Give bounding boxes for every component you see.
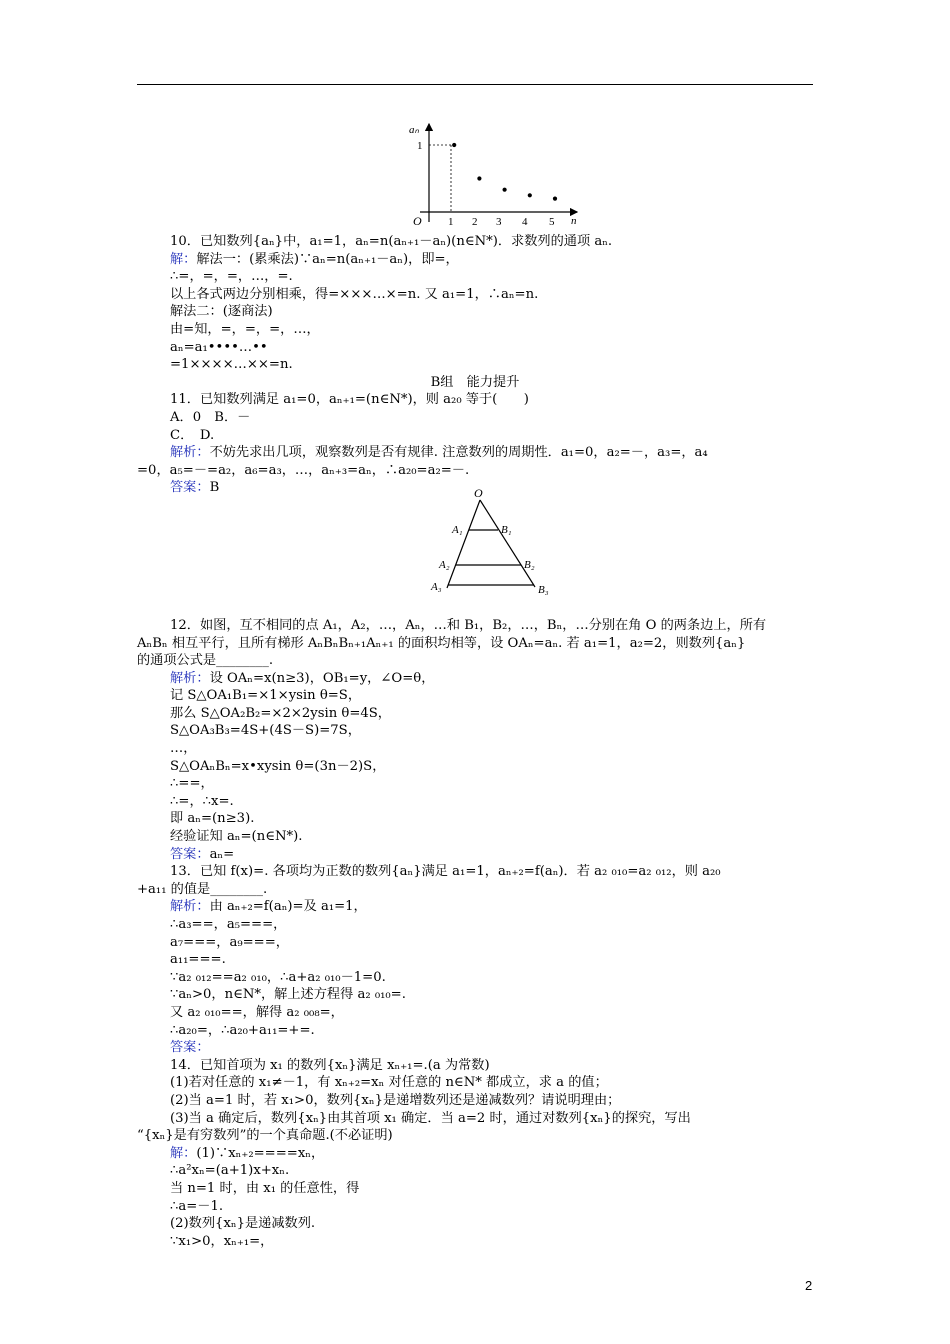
point-label: A₂ [439, 559, 450, 571]
line-text: aₙ=a₁••••…•• [170, 339, 268, 355]
text-line [137, 479, 813, 497]
question-14 [137, 1057, 813, 1251]
line-text: ∵x₁>0，xₙ₊₁=， [170, 1233, 274, 1249]
text-line [137, 687, 813, 705]
text-line [137, 1039, 813, 1057]
line-text: ∵a₂ ₀₁₂==a₂ ₀₁₀，∴a+a₂ ₀₁₀－1=0. [170, 969, 386, 985]
group-b-title: B组 能力提升 [430, 374, 520, 390]
text-line [137, 793, 813, 811]
line-text: 由=知，=，=，=，…， [170, 321, 320, 337]
line-text: “{xₙ}是有穷数列”的一个真命题.(不必证明) [137, 1128, 393, 1144]
line-text: 的通项公式是________. [137, 653, 274, 669]
x-tick-label: 3 [496, 216, 502, 228]
text-line [137, 705, 813, 723]
text-line [137, 810, 813, 828]
answer-label: 解析： [170, 670, 210, 686]
text-line [137, 1004, 813, 1022]
line-text: (2)当 a=1 时，若 x₁>0，数列{xₙ}是递增数列还是递减数列？请说明理由； [170, 1092, 621, 1108]
line-text: ∴==， [170, 776, 214, 792]
text-line [137, 356, 813, 374]
answer-label: 解： [170, 1145, 197, 1161]
line-text: ∴a²xₙ=(a+1)x+xₙ. [170, 1163, 290, 1179]
page-number: 2 [805, 1278, 813, 1293]
answer-label: 解析： [170, 445, 210, 461]
line-text: 经验证知 aₙ=(n∈N*). [170, 829, 303, 845]
point-label: B₃ [538, 584, 549, 596]
text-line [137, 233, 813, 251]
data-point [528, 193, 532, 197]
line-text: A．0 B．－ [170, 409, 251, 425]
y-tick-label: 1 [417, 140, 423, 152]
line-text: ∴=，∴x=. [170, 793, 234, 809]
line-text: +a₁₁ 的值是________. [137, 881, 268, 897]
origin-label: O [413, 214, 422, 228]
line-text: ∴a₂₀=，∴a₂₀+a₁₁=+=. [170, 1022, 315, 1038]
scatter-points [452, 143, 557, 201]
text-line [137, 863, 813, 881]
line-text: (1)∵xₙ₊₂====xₙ， [196, 1145, 325, 1161]
line-text: 12．如图，互不相同的点 A₁，A₂，…，Aₙ，…和 B₁，B₂，…，Bₙ，…分别在角 O 的两条边上，所有 [170, 617, 767, 633]
text-line [137, 1110, 813, 1128]
line-text: …， [170, 741, 197, 757]
text-line [137, 1162, 813, 1180]
text-line [137, 1022, 813, 1040]
answer-label: 解： [170, 251, 197, 267]
text-line [137, 740, 813, 758]
text-line [137, 303, 813, 321]
text-line [137, 321, 813, 339]
text-line [137, 934, 813, 952]
x-tick-label: 4 [522, 216, 528, 228]
line-text: 11．已知数列满足 a₁=0，aₙ₊₁=(n∈N*)，则 a₂₀ 等于( ) [170, 392, 529, 408]
question-13 [137, 863, 813, 1057]
line-text: C． D. [170, 427, 215, 443]
text-line [137, 617, 813, 635]
answer-label: 答案： [170, 846, 210, 862]
text-line [137, 1074, 813, 1092]
sequence-scatter-figure [405, 120, 585, 230]
point-label: A₁ [452, 524, 463, 536]
line-text: 解法一：(累乘法)∵aₙ=n(aₙ₊₁－aₙ)，即=， [196, 251, 459, 267]
text-line [137, 881, 813, 899]
line-text: ∴=，=，=，…，=. [170, 269, 293, 285]
text-line [137, 427, 813, 445]
line-text: S△OA₃B₃=4S+(4S－S)=7S， [170, 723, 361, 739]
text-line [137, 635, 813, 653]
point-label: A₃ [431, 581, 442, 593]
data-point [477, 176, 481, 180]
line-text: 14．已知首项为 x₁ 的数列{xₙ}满足 xₙ₊₁=.(a 为常数) [170, 1057, 490, 1073]
line-text: 13．已知 f(x)=. 各项均为正数的数列{aₙ}满足 a₁=1，aₙ₊₂=f(aₙ)．若 a₂ ₀₁₀=a₂ ₀₁₂，则 a₂₀ [170, 864, 721, 880]
text-line [137, 251, 813, 269]
x-axis-label: n [571, 215, 577, 227]
line-text: =1××××…××=n. [170, 357, 293, 373]
document-body [137, 233, 813, 1250]
line-text: 10．已知数列{aₙ}中，a₁=1，aₙ=n(aₙ₊₁－aₙ)(n∈N*)．求数列的通项 aₙ. [170, 234, 613, 249]
x-tick-label: 5 [549, 216, 555, 228]
line-text: a₁₁===. [170, 952, 226, 968]
text-line [137, 951, 813, 969]
line-text: ∴a₃==，a₅===， [170, 917, 287, 932]
line-text: B [209, 480, 220, 496]
line-text: S△OAₙBₙ=x•xysin θ=(3n－2)S， [170, 758, 386, 774]
apex-label: O [474, 486, 483, 500]
text-line [137, 846, 813, 864]
text-line [137, 758, 813, 776]
line-text: ∵aₙ>0，n∈N*，解上述方程得 a₂ ₀₁₀=. [170, 987, 406, 1003]
figure-spacer [137, 497, 813, 617]
text-line [137, 986, 813, 1004]
question-10 [137, 233, 813, 374]
answer-label: 答案： [170, 480, 210, 496]
point-label: B₁ [501, 524, 512, 536]
text-line [137, 722, 813, 740]
text-line [137, 775, 813, 793]
line-text: ∴a=－1. [170, 1198, 224, 1214]
line-text: (2)数列{xₙ}是递减数列. [170, 1216, 316, 1232]
text-line [137, 1215, 813, 1233]
data-point [452, 143, 456, 147]
line-text: 以上各式两边分别相乘，得=×××…×=n. 又 a₁=1，∴aₙ=n. [170, 286, 539, 302]
text-line [137, 286, 813, 304]
line-text: a₇===，a₉===， [170, 934, 289, 950]
question-11 [137, 391, 813, 497]
line-text: 即 aₙ=(n≥3). [170, 811, 255, 827]
text-line [137, 828, 813, 846]
x-tick-label: 1 [448, 216, 454, 228]
line-text: AₙBₙ 相互平行，且所有梯形 AₙBₙBₙ₊₁Aₙ₊₁ 的面积均相等，设 OAₙ=aₙ. 若 a₁=1，a₂=2，则数列{aₙ} [137, 635, 746, 651]
text-line [137, 1057, 813, 1075]
line-text: 解法二：(逐商法) [170, 304, 273, 320]
text-line [137, 444, 813, 462]
text-line [137, 969, 813, 987]
text-line [137, 409, 813, 427]
data-point [553, 197, 557, 201]
text-line [137, 391, 813, 409]
line-text: 记 S△OA₁B₁=×1×ysin θ=S， [170, 688, 362, 704]
header-rule [137, 84, 813, 85]
text-line [137, 652, 813, 670]
text-line [137, 916, 813, 934]
line-text: aₙ= [209, 846, 235, 862]
line-text: (1)若对任意的 x₁≠－1，有 xₙ₊₂=xₙ 对任意的 n∈N* 都成立，求 a 的值； [170, 1075, 608, 1091]
line-text: 又 a₂ ₀₁₀==，解得 a₂ ₀₀₈=， [170, 1004, 344, 1020]
line-text: =0，a₅=－=a₂，a₆=a₃，…，aₙ₊₃=aₙ，∴a₂₀=a₂=－. [137, 462, 470, 478]
text-line [137, 339, 813, 357]
text-line [137, 1180, 813, 1198]
x-tick-label: 2 [472, 216, 478, 228]
line-text: 由 aₙ₊₂=f(aₙ)=及 a₁=1， [209, 899, 367, 915]
line-text: 那么 S△OA₂B₂=×2×2ysin θ=4S， [170, 705, 391, 721]
text-line [137, 670, 813, 688]
line-text: 设 OAₙ=x(n≥3)，OB₁=y，∠O=θ， [209, 670, 435, 686]
text-line [137, 1233, 813, 1251]
text-line [137, 1198, 813, 1216]
answer-label: 答案： [170, 1040, 210, 1056]
text-line [137, 268, 813, 286]
text-line [137, 1127, 813, 1145]
text-line [137, 1092, 813, 1110]
text-line [137, 1145, 813, 1163]
data-point [503, 188, 507, 192]
text-line [137, 462, 813, 480]
text-line [137, 898, 813, 916]
line-text: 当 n=1 时，由 x₁ 的任意性，得 [170, 1180, 360, 1196]
answer-label: 解析： [170, 899, 210, 915]
point-label: B₂ [524, 559, 535, 571]
line-text: 不妨先求出几项，观察数列是否有规律. 注意数列的周期性．a₁=0，a₂=－，a₃=，a₄ [209, 445, 708, 461]
line-text: (3)当 a 确定后，数列{xₙ}由其首项 x₁ 确定．当 a=2 时，通过对数列{xₙ}的探究，写出 [170, 1110, 691, 1126]
y-axis-label: aₙ [409, 124, 419, 136]
question-12 [137, 617, 813, 863]
